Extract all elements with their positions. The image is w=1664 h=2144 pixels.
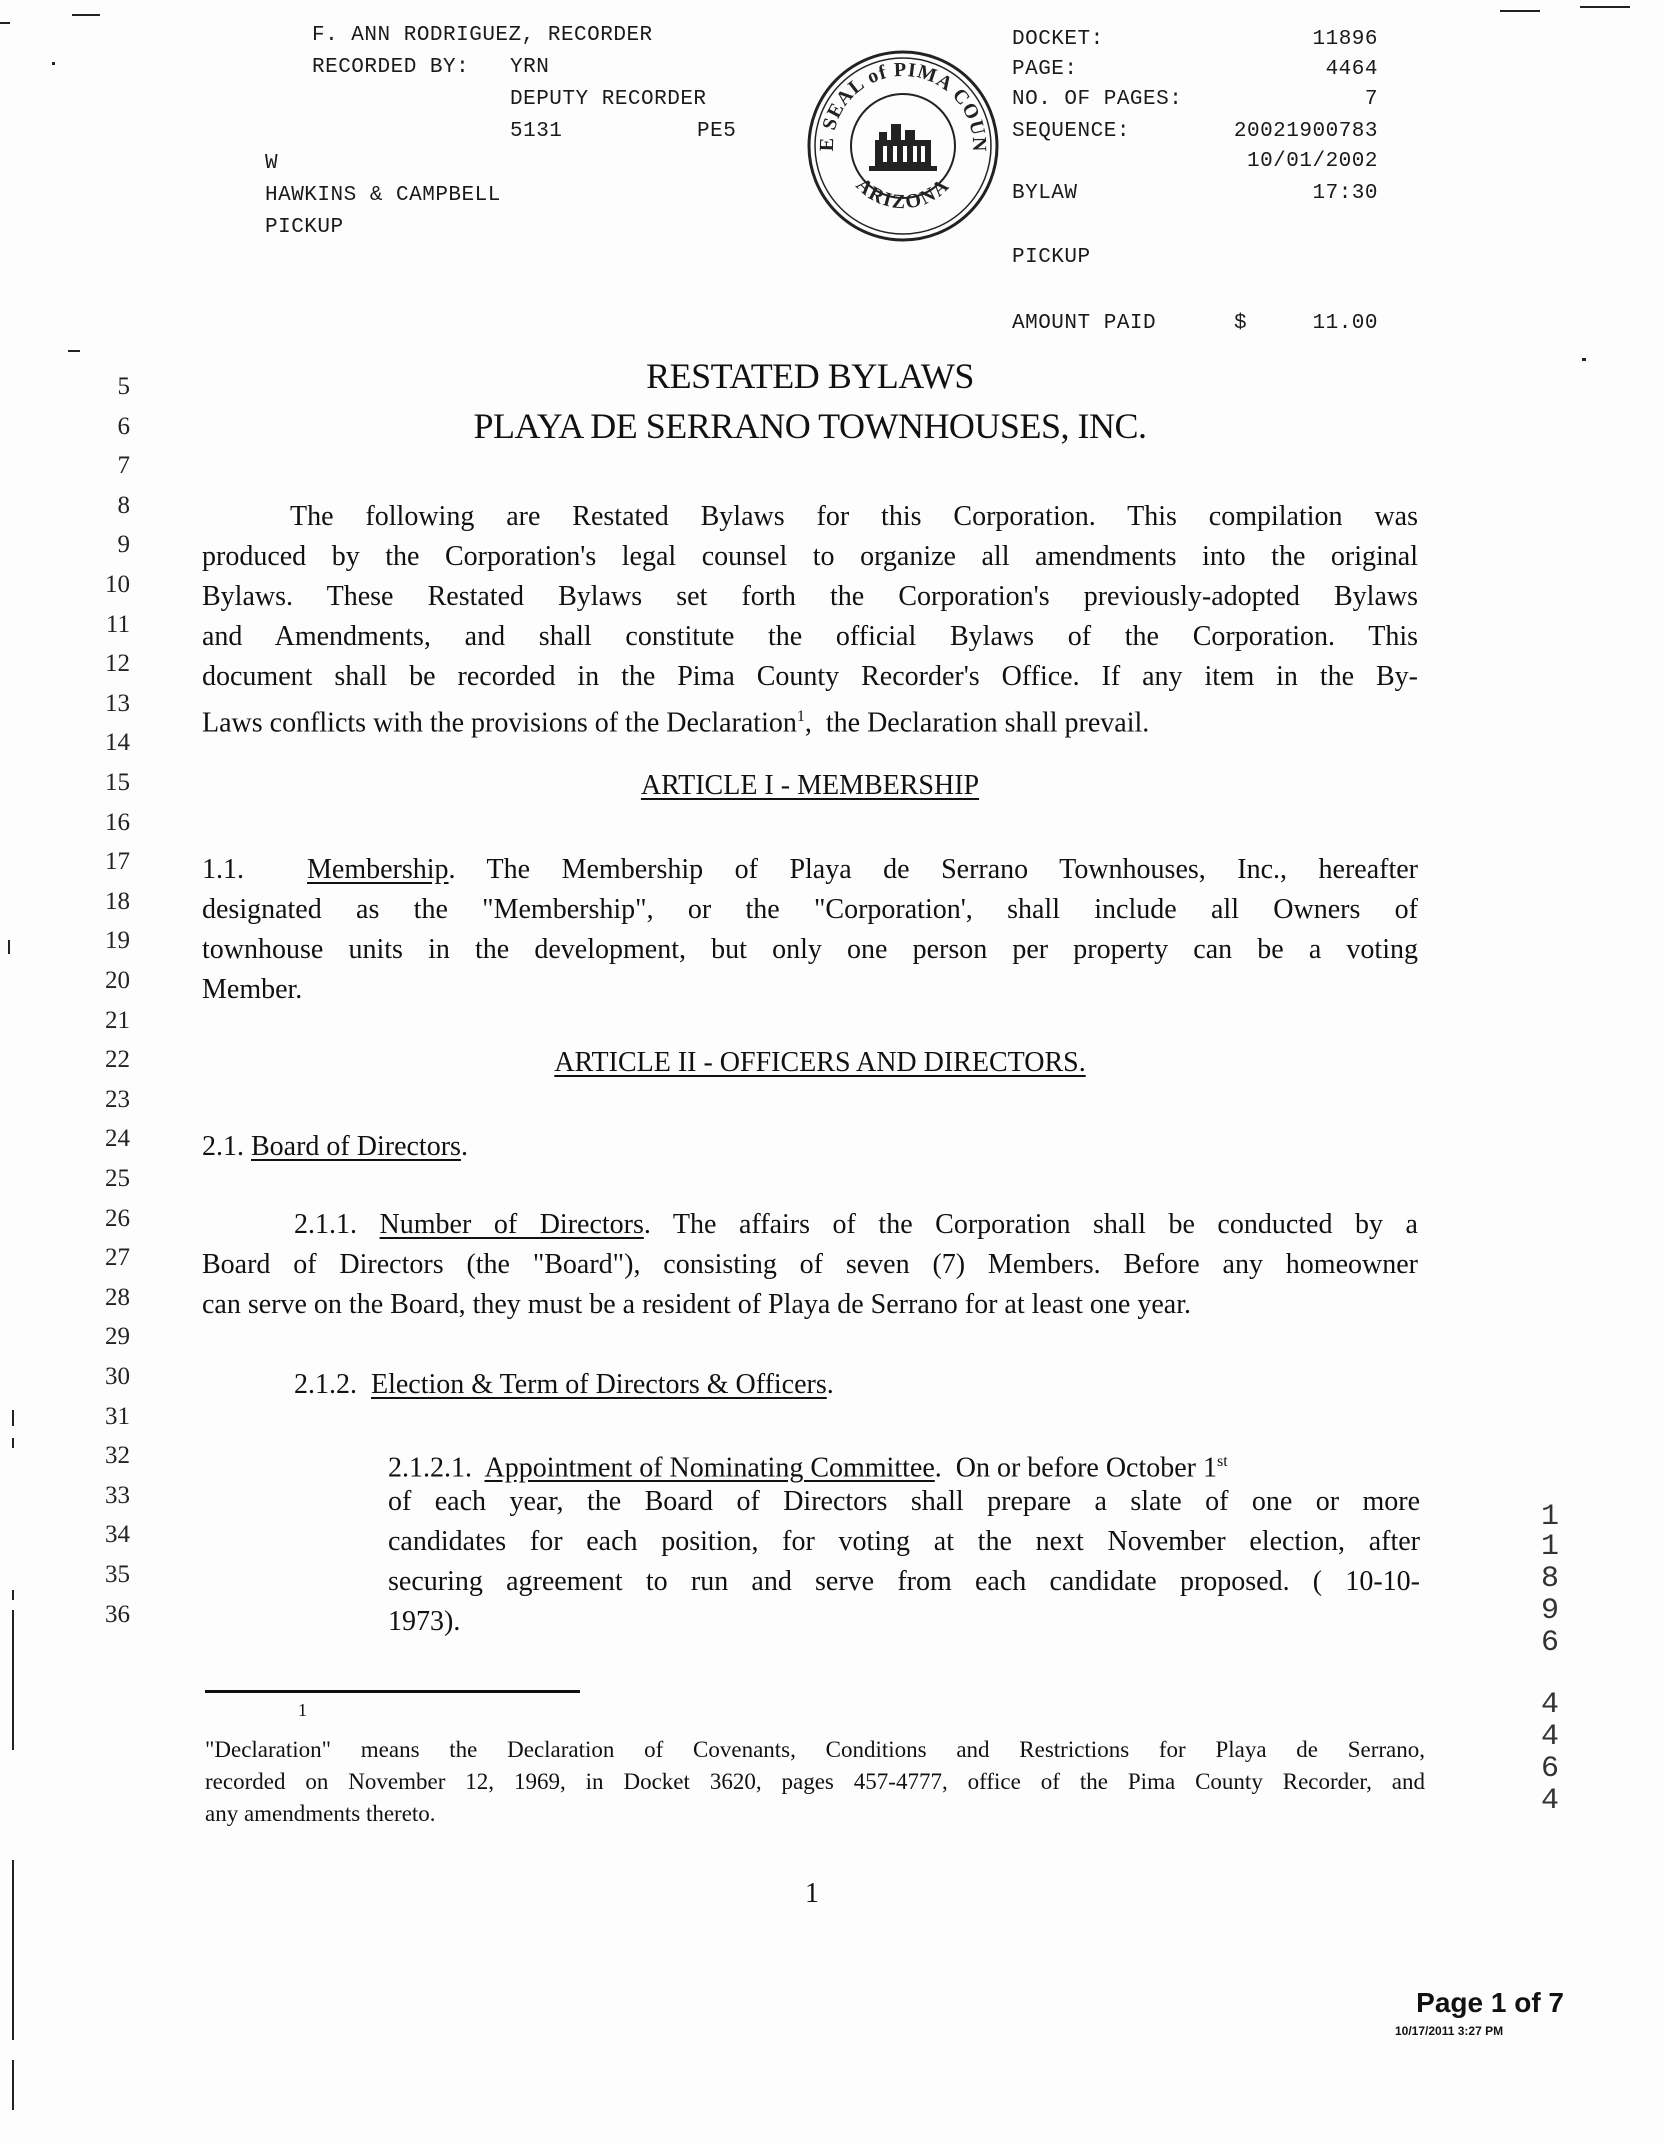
section-text: . The Membership of Playa de Serrano Townhouses, Inc., hereafter — [448, 854, 1418, 885]
recorder-code-1: 5131 — [510, 120, 563, 143]
amount-paid-value: 11.00 — [1312, 312, 1378, 335]
section-text: . On or before October 1 — [934, 1452, 1217, 1484]
line-number: 24 — [105, 1125, 130, 1153]
seal-building-icon — [869, 124, 937, 171]
intro-text: Laws conflicts with the provisions of the Declaration — [202, 707, 797, 739]
footnote-ref: 1 — [796, 708, 805, 725]
section-line: 1973). — [388, 1606, 461, 1637]
scan-mark — [1582, 358, 1586, 361]
record-time: 17:30 — [1312, 182, 1378, 205]
seal-text-top: E SEAL of PIMA COUN — [815, 58, 991, 153]
footnote-marker: 1 — [298, 1700, 307, 1720]
section-label: Election & Term of Directors & Officers — [371, 1369, 827, 1400]
scan-mark — [12, 1410, 14, 1426]
footnote-rule — [205, 1690, 580, 1693]
scan-mark — [1500, 10, 1540, 12]
section-line: securing agreement to run and serve from each candidate proposed. ( 10-10- — [388, 1566, 1420, 1597]
section-line: townhouse units in the development, but only one person per property can be a voting — [202, 934, 1418, 965]
section-line: candidates for each position, for voting at the next November election, after — [388, 1526, 1420, 1557]
side-docket-digit: 4 — [1540, 1784, 1559, 1818]
recorded-by-value: YRN — [510, 56, 550, 79]
page-label: PAGE: — [1012, 58, 1078, 81]
article-1-heading-text: ARTICLE I - MEMBERSHIP — [640, 770, 980, 801]
intro-line: and Amendments, and shall constitute the official Bylaws of the Corporation. This — [202, 621, 1418, 652]
amount-paid-label: AMOUNT PAID — [1012, 312, 1157, 335]
footnote-line: any amendments thereto. — [205, 1801, 436, 1826]
scan-mark — [12, 2060, 14, 2110]
intro-line-last — [202, 697, 1418, 737]
print-timestamp: 10/17/2011 3:27 PM — [1395, 2024, 1504, 2038]
side-docket-digit: 6 — [1540, 1626, 1559, 1660]
section-number: 2.1. — [202, 1131, 244, 1162]
side-docket-digit: 8 — [1540, 1562, 1559, 1596]
line-number: 5 — [117, 373, 130, 400]
line-number: 21 — [105, 1006, 130, 1034]
line-number: 20 — [105, 967, 130, 994]
pages-value: 7 — [1364, 88, 1378, 111]
recorder-code-2: PE5 — [697, 120, 737, 143]
scan-mark — [52, 62, 55, 65]
scan-mark — [1580, 6, 1630, 8]
section-line: can serve on the Board, they must be a resident of Playa de Serrano for at least one year. — [202, 1289, 1191, 1320]
line-number: 6 — [117, 412, 130, 440]
section-line — [202, 850, 1418, 890]
line-number: 19 — [105, 927, 130, 955]
section-text: . The affairs of the Corporation shall be conducted by a — [643, 1209, 1418, 1240]
footnote-line: recorded on November 12, 1969, in Docket 3620, pages 457-4777, office of the Pima County Recorder, and — [205, 1769, 1425, 1794]
section-text: . — [826, 1369, 834, 1400]
intro-line: Bylaws. These Restated Bylaws set forth the Corporation's previously-adopted Bylaws — [202, 581, 1418, 612]
line-number: 26 — [105, 1204, 130, 1232]
section-line: of each year, the Board of Directors shall prepare a slate of one or more — [388, 1486, 1420, 1517]
side-docket-digit: 4 — [1540, 1688, 1559, 1722]
scan-mark — [12, 1438, 14, 1448]
section-label: Number of Directors — [379, 1209, 644, 1240]
article-1-heading — [200, 770, 1420, 802]
line-number: 18 — [105, 887, 130, 915]
section-line: Member. — [202, 974, 303, 1005]
docket-value: 11896 — [1312, 28, 1378, 51]
section-line — [202, 1205, 1418, 1245]
side-docket-digit: 4 — [1540, 1720, 1559, 1754]
docket-pickup: PICKUP — [1012, 246, 1091, 269]
section-label: Appointment of Nominating Committee — [484, 1452, 935, 1484]
page-indicator: Page 1 of 7 — [1416, 1987, 1564, 2018]
footnote-line: "Declaration" means the Declaration of Covenants, Conditions and Restrictions for Playa de Serrano, — [205, 1737, 1425, 1762]
line-number: 35 — [105, 1561, 130, 1588]
line-number: 23 — [105, 1085, 130, 1113]
section-number: 2.1.1. — [294, 1209, 357, 1240]
svg-text:ARIZONA — [852, 174, 955, 214]
line-number: 16 — [105, 808, 130, 836]
intro-line: document shall be recorded in the Pima County Recorder's Office. If any item in the By- — [202, 661, 1418, 692]
section-line — [202, 1127, 1418, 1167]
section-text: . — [460, 1131, 468, 1162]
scan-mark — [72, 14, 100, 16]
line-number: 32 — [105, 1442, 130, 1470]
line-number: 29 — [105, 1323, 130, 1351]
amount-currency: $ — [1234, 312, 1248, 335]
section-number: 2.1.2. — [294, 1369, 357, 1400]
sequence-label: SEQUENCE: — [1012, 120, 1130, 143]
recorded-by-label: RECORDED BY: — [312, 56, 470, 79]
intro-line: The following are Restated Bylaws for this Corporation. This compilation was — [290, 501, 1418, 532]
line-number: 25 — [105, 1165, 130, 1192]
recorder-pickup: PICKUP — [265, 216, 344, 239]
sequence-value: 20021900783 — [1233, 120, 1378, 143]
page-number: 1 — [805, 1878, 819, 1909]
record-date: 10/01/2002 — [1246, 150, 1378, 173]
line-number: 14 — [105, 729, 130, 757]
section-2-1-2-1 — [388, 1442, 1420, 1642]
section-2-1-2 — [294, 1365, 1294, 1405]
line-number: 31 — [105, 1402, 130, 1430]
scan-mark — [68, 350, 80, 352]
section-label: Board of Directors — [251, 1131, 461, 1162]
side-docket-digit: 1 — [1540, 1500, 1559, 1534]
side-docket-digit: 9 — [1540, 1594, 1559, 1628]
ordinal-suffix: st — [1217, 1453, 1228, 1470]
pima-county-seal — [805, 48, 1001, 244]
line-number: 9 — [117, 531, 130, 559]
scan-mark — [12, 1610, 14, 1750]
section-line — [388, 1442, 1420, 1482]
section-2-1-1 — [202, 1205, 1418, 1325]
line-number: 28 — [105, 1283, 130, 1311]
line-number: 22 — [105, 1046, 130, 1074]
intro-line: produced by the Corporation's legal counsel to organize all amendments into the original — [202, 541, 1418, 572]
side-docket-digit: 6 — [1540, 1752, 1559, 1786]
line-number: 36 — [105, 1600, 130, 1628]
line-number: 10 — [105, 571, 130, 598]
intro-paragraph — [202, 497, 1418, 737]
scan-mark — [12, 1590, 14, 1600]
line-number: 15 — [105, 769, 130, 796]
intro-text: , the Declaration shall prevail. — [804, 707, 1150, 739]
section-number: 2.1.2.1. — [388, 1452, 472, 1484]
record-type: BYLAW — [1012, 182, 1078, 205]
deputy-recorder: DEPUTY RECORDER — [510, 88, 707, 111]
docket-label: DOCKET: — [1012, 28, 1104, 51]
line-number: 8 — [117, 491, 130, 519]
line-number: 11 — [105, 610, 130, 638]
seal-text-bottom: ARIZONA — [851, 173, 955, 214]
section-line — [294, 1365, 1294, 1405]
section-line: designated as the "Membership", or the "Corporation', shall include all Owners of — [202, 894, 1418, 925]
law-firm: HAWKINS & CAMPBELL — [265, 184, 501, 207]
line-number: 13 — [105, 689, 130, 717]
recorder-w: W — [265, 152, 279, 175]
scan-mark — [0, 22, 10, 24]
line-number: 30 — [105, 1363, 130, 1390]
line-number: 33 — [105, 1481, 130, 1509]
line-number: 27 — [105, 1244, 130, 1272]
article-2-heading — [210, 1047, 1430, 1079]
document-title: RESTATED BYLAWS — [646, 356, 974, 396]
section-label: Membership — [307, 854, 449, 885]
footnote-text — [205, 1737, 1425, 1833]
section-line: Board of Directors (the "Board"), consisting of seven (7) Members. Before any homeowner — [202, 1249, 1418, 1280]
line-number: 7 — [117, 452, 130, 480]
section-2-1 — [202, 1127, 1418, 1167]
article-2-heading-text: ARTICLE II - OFFICERS AND DIRECTORS. — [554, 1047, 1086, 1078]
document-subtitle: PLAYA DE SERRANO TOWNHOUSES, INC. — [473, 406, 1147, 446]
recorder-name: F. ANN RODRIGUEZ, RECORDER — [312, 24, 653, 47]
section-1-1 — [202, 850, 1418, 1010]
side-docket-digit: 1 — [1540, 1530, 1559, 1564]
scan-mark — [8, 940, 10, 954]
line-number: 34 — [105, 1521, 130, 1549]
line-number: 17 — [105, 848, 130, 876]
page-value: 4464 — [1325, 58, 1378, 81]
pages-label: NO. OF PAGES: — [1012, 88, 1183, 111]
scan-mark — [12, 1860, 14, 2040]
section-number: 1.1. — [202, 854, 244, 885]
line-number: 12 — [105, 650, 130, 678]
